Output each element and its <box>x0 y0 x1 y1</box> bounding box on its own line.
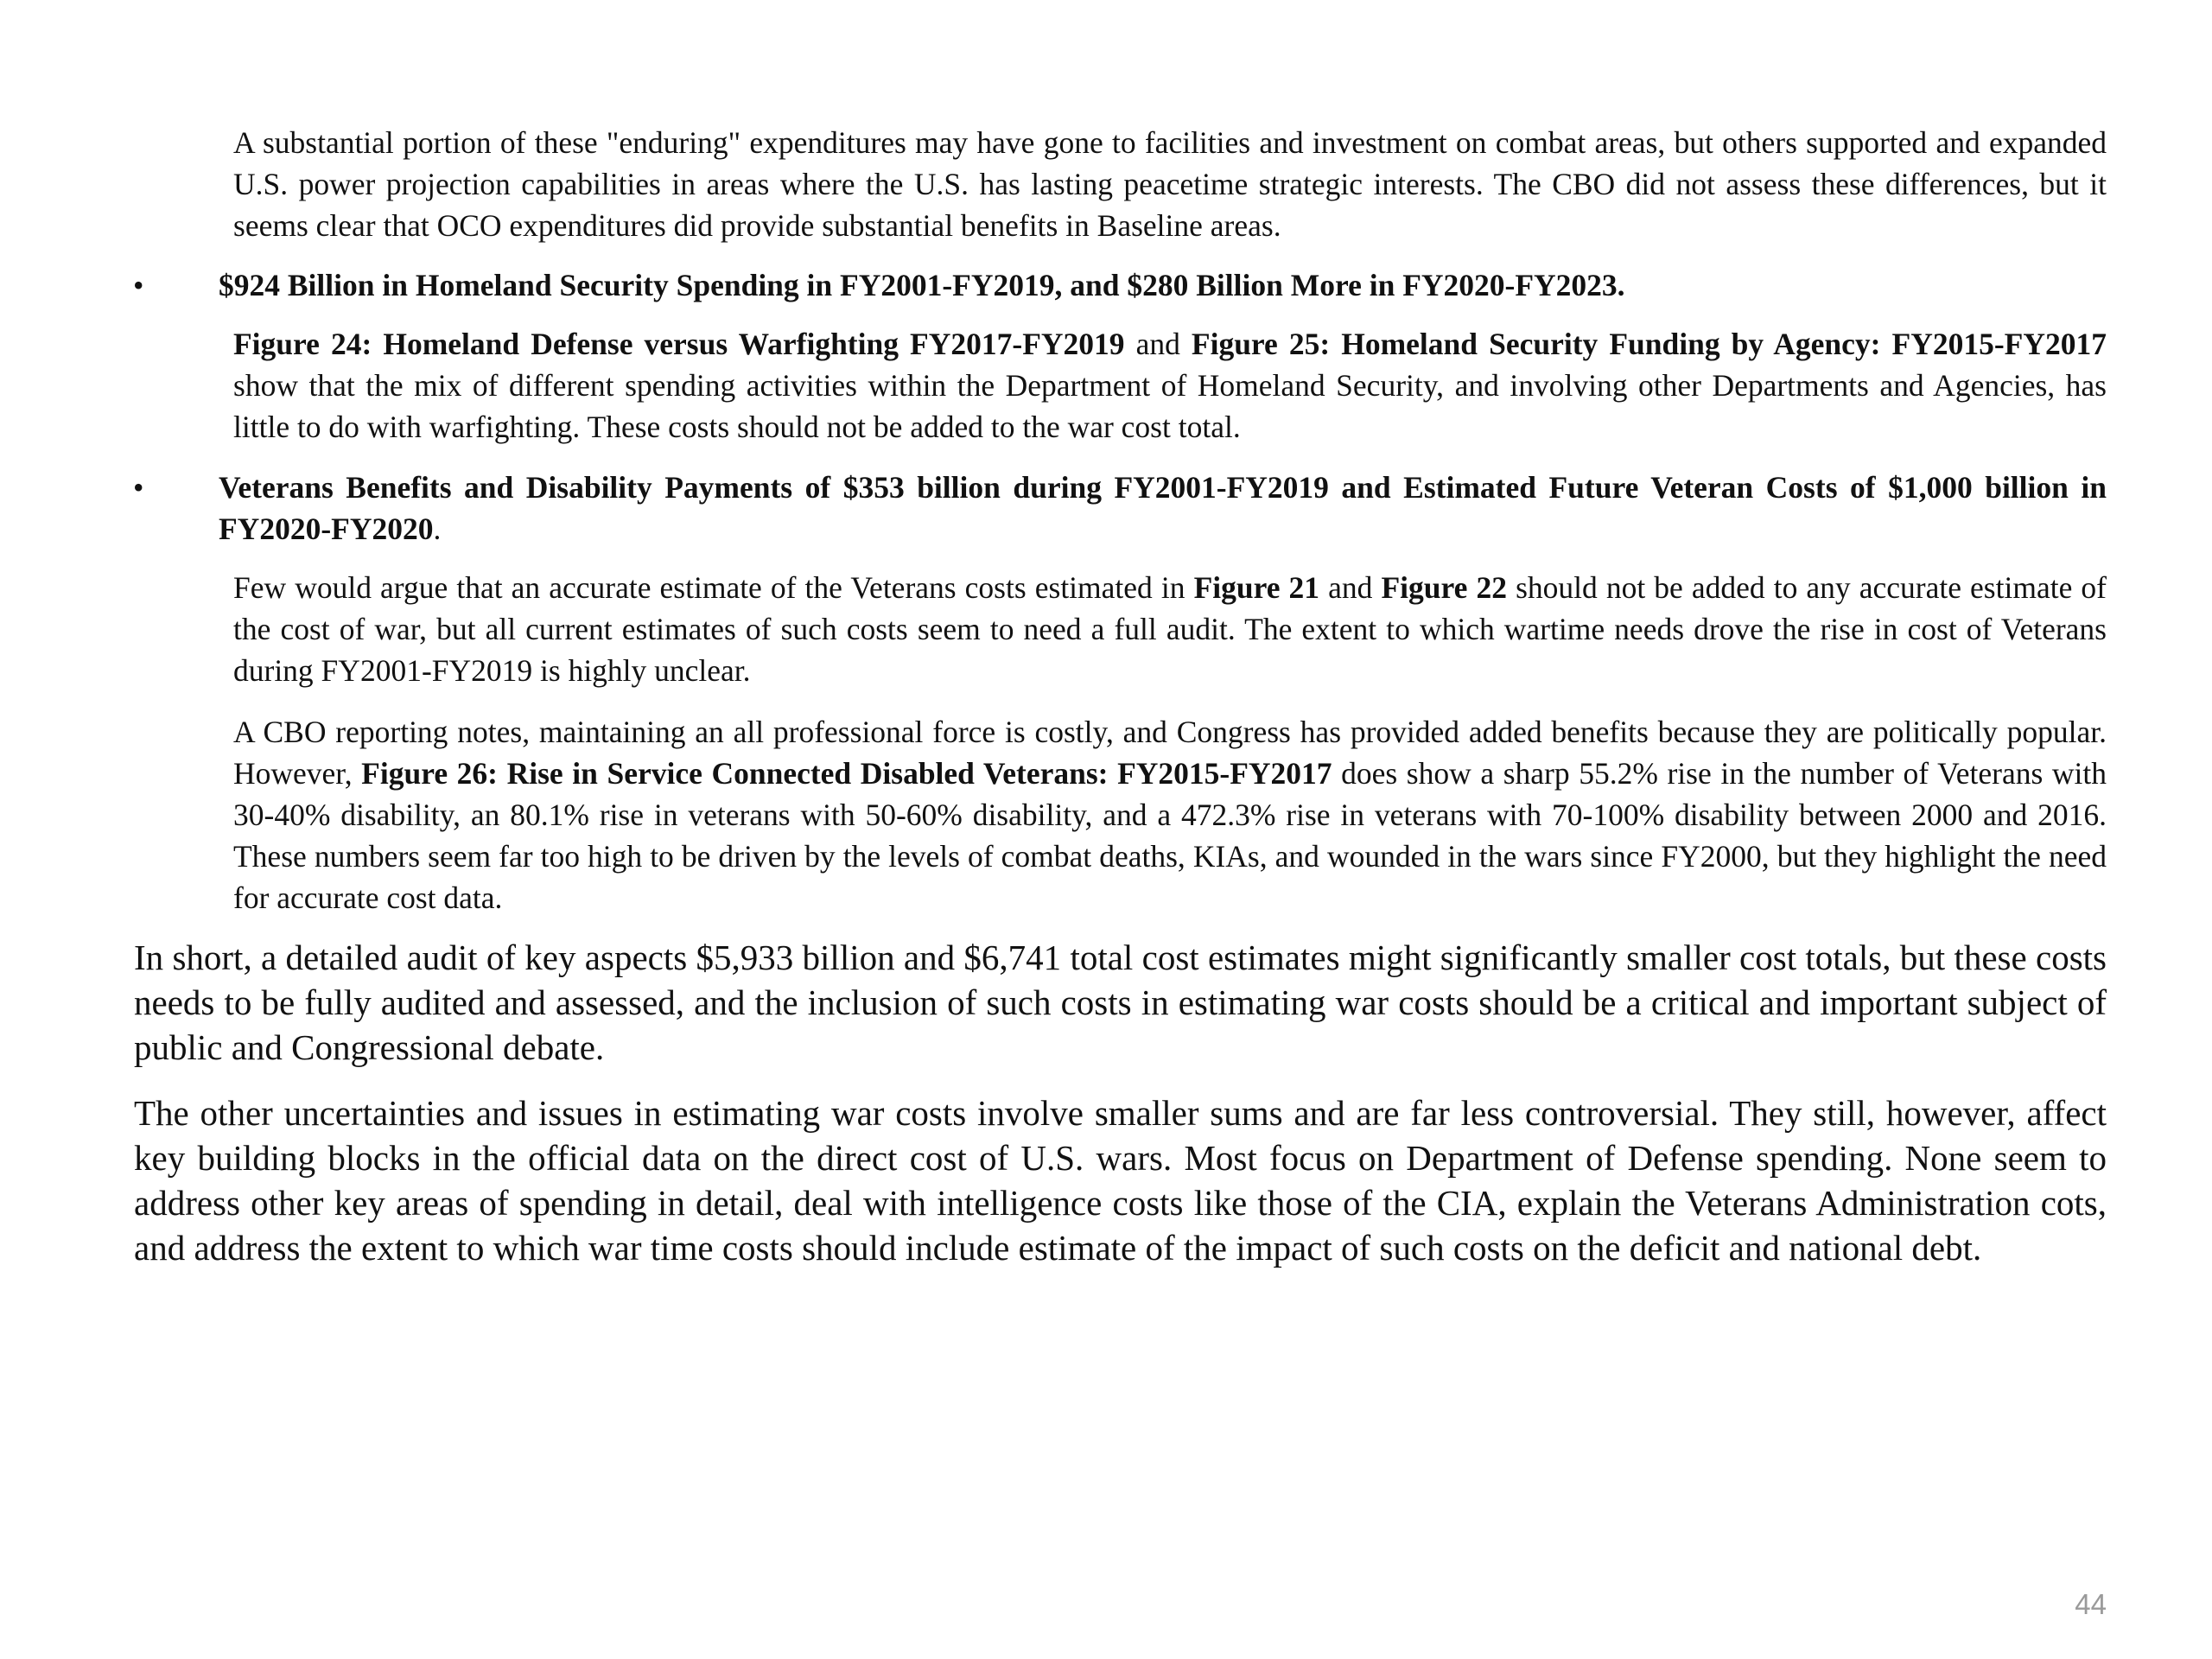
figure-22-reference: Figure 22 <box>1381 570 1507 605</box>
figure-26-reference: Figure 26: Rise in Service Connected Disabled Veterans: FY2015-FY2017 <box>361 756 1332 791</box>
bullet-homeland-heading: $924 Billion in Homeland Security Spending in FY2001-FY2019, and $280 Billion More in FY2020-FY2023. <box>219 268 1625 302</box>
bullet-marker: • <box>133 470 144 505</box>
page-number: 44 <box>2075 1588 2107 1620</box>
conjunction-text: and <box>1319 570 1382 605</box>
figure-21-reference: Figure 21 <box>1193 570 1320 605</box>
bullet-veterans-heading <box>219 467 2107 550</box>
conjunction-text: and <box>1124 327 1192 361</box>
paragraph-other-uncertainties: The other uncertainties and issues in estimating war costs involve smaller sums and are far less controversial. They still, however, affect key building blocks in the official data on the direct cost of U.S. wars. Most focus on Department of Defense spending. None seem to address other key areas of spending in detail, deal with intelligence costs like those of the CIA, explain the Veterans Administration cots, and address the extent to which war time costs should include estimate of the impact of such costs on the deficit and national debt. <box>134 1093 2107 1268</box>
paragraph-body-text: A CBO reporting notes, maintaining an all professional force is costly, and Congress has provided added benefits because they are politically popular. However, <box>233 715 2107 791</box>
paragraph-body-text: show that the mix of different spending activities within the Department of Homeland Security, and involving other Departments and Agencies, has little to do with warfighting. These costs should not be added to the war cost total. <box>233 368 2107 444</box>
bullet-veterans-heading-text: Veterans Benefits and Disability Payments of $353 billion during FY2001-FY2019 and Estimated Future Veteran Costs of $1,000 billion in FY2020-FY2020 <box>219 470 2107 546</box>
figure-24-reference: Figure 24: Homeland Defense versus Warfighting FY2017-FY2019 <box>233 327 1125 361</box>
paragraph-oco-expenditures: A substantial portion of these "enduring" expenditures may have gone to facilities and investment on combat areas, but others supported and expanded U.S. power projection capabilities in areas where the U.S. has lasting peacetime strategic interests. The CBO did not assess these differences, but it seems clear that OCO expenditures did provide substantial benefits in Baseline areas. <box>233 125 2107 243</box>
paragraph-audit-summary: In short, a detailed audit of key aspects $5,933 billion and $6,741 total cost estimates might significantly smaller cost totals, but these costs needs to be fully audited and assessed, and the inclusion of such costs in estimating war costs should be a critical and important subject of public and Congressional debate. <box>134 938 2107 1067</box>
paragraph-cbo-disability <box>233 711 2107 918</box>
paragraph-body-text: Few would argue that an accurate estimate of the Veterans costs estimated in <box>233 570 1194 605</box>
figure-25-reference: Figure 25: Homeland Security Funding by Agency: FY2015-FY2017 <box>1191 327 2107 361</box>
paragraph-body-text: should not be added to any accurate estimate of the cost of war, but all current estimates of such costs seem to need a full audit. The extent to which wartime needs drove the rise in cost of Veterans during FY2001-FY2019 is highly unclear. <box>233 570 2107 688</box>
paragraph-veterans-costs <box>233 567 2107 691</box>
bullet-veterans-period: . <box>433 512 442 546</box>
bullet-marker: • <box>133 268 144 302</box>
paragraph-homeland-security <box>233 323 2107 448</box>
paragraph-body-text: does show a sharp 55.2% rise in the number of Veterans with 30-40% disability, an 80.1% rise in veterans with 50-60% disability, and a 472.3% rise in veterans with 70-100% disability between 2000 and 2016. These numbers seem far too high to be driven by the levels of combat deaths, KIAs, and wounded in the wars since FY2000, but they highlight the need for accurate cost data. <box>233 756 2107 915</box>
